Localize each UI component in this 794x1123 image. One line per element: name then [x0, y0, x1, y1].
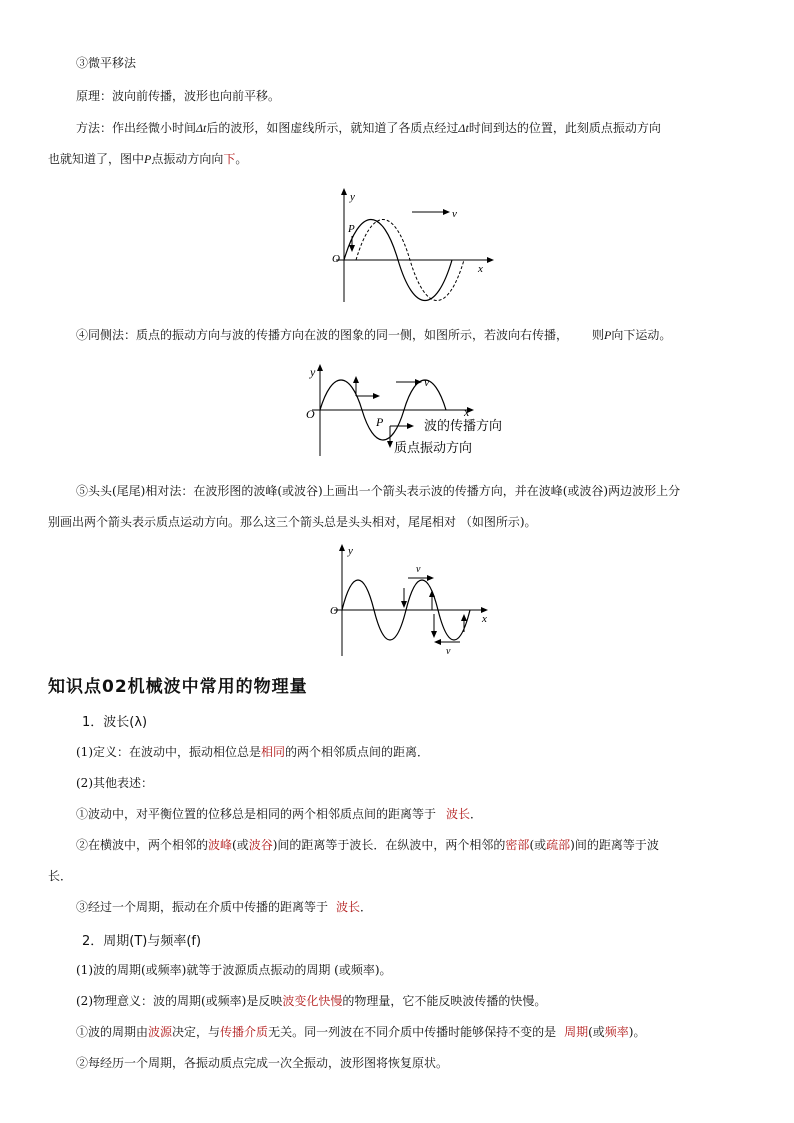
figure-translation-method [330, 186, 495, 304]
fig2-wave-direction-label: 波的传播方向 [424, 418, 503, 433]
wavelength-point-1: ①波动中，对平衡位置的位移总是相同的两个相邻质点间的距离等于 波长． [76, 807, 483, 821]
fig1-x-label: x [478, 263, 483, 275]
fig2-particle-direction-label: 质点振动方向 [394, 440, 473, 455]
method-text: 方法：作出经微小时间Δt后的波形，如图虚线所示，就知道了各质点经过Δt时间到达的位置，此刻质点振动方向 [76, 121, 661, 135]
period-frequency-title: 2．周期(T)与频率(f) [82, 934, 202, 949]
fig1-y-label: y [350, 191, 355, 203]
fig2-x-label: x [464, 405, 470, 419]
fig3-o-label: O [330, 605, 338, 617]
principle-text: 原理：波向前传播，波形也向前平移。 [76, 89, 281, 103]
period-line-1: (1)波的周期(或频率)就等于波源质点振动的周期 (或频率)。 [76, 963, 392, 977]
head-to-head-text-cont: 别画出两个箭头表示质点运动方向。那么这三个箭头总是头头相对，尾尾相对 （如图所示)。 [48, 515, 537, 529]
fig3-y-label: y [348, 545, 353, 557]
period-line-2: (2)物理意义：波的周期(或频率)是反映波变化快慢的物理量，它不能反映波传播的快慢。 [76, 994, 547, 1008]
wavelength-definition: (1)定义：在波动中，振动相位总是相同的两个相邻质点间的距离． [76, 745, 430, 759]
wavelength-point-2: ②在横波中，两个相邻的波峰(或波谷)间的距离等于波长．在纵波中，两个相邻的密部(或疏部)间的距离等于波 [76, 838, 659, 852]
fig2-p-label: P [376, 415, 384, 429]
fig2-o-label: O [306, 407, 315, 421]
period-line-3: ①波的周期由波源决定，与传播介质无关。同一列波在不同介质中传播时能够保持不变的是 周期(或频率)。 [76, 1025, 646, 1039]
period-line-4: ②每经历一个周期，各振动质点完成一次全振动，波形图将恢复原状。 [76, 1056, 449, 1070]
wavelength-point-2-cont: 长． [48, 869, 73, 883]
fig3-x-label: x [482, 613, 487, 625]
section-heading: 知识点02机械波中常用的物理量 [48, 677, 308, 697]
figure-same-side-method [300, 362, 522, 458]
method-title: ③微平移法 [76, 56, 137, 70]
wavelength-point-3: ③经过一个周期，振动在介质中传播的距离等于 波长． [76, 900, 373, 914]
fig3-v-top-label: v [416, 564, 421, 575]
fig1-v-label: v [452, 208, 457, 220]
method-text-cont: 也就知道了，图中P点振动方向向下。 [48, 152, 248, 166]
fig1-p-label: P [348, 223, 355, 235]
fig3-v-bottom-label: v [446, 646, 451, 657]
same-side-text: ④同侧法：质点的振动方向与波的传播方向在波的图象的同一侧，如图所示，若波向右传播， 则P向下运动。 [76, 328, 672, 342]
fig2-y-label: y [310, 365, 316, 379]
fig2-v-label: v [424, 375, 430, 389]
wavelength-other: (2)其他表述： [76, 776, 153, 790]
wavelength-title: 1．波长(λ) [82, 715, 148, 730]
head-to-head-text: ⑤头头(尾尾)相对法：在波形图的波峰(或波谷)上画出一个箭头表示波的传播方向，并在波峰(或波谷)两边波形上分 [76, 484, 681, 498]
figure-head-to-head-method [328, 542, 494, 658]
fig1-o-label: O [332, 253, 340, 265]
